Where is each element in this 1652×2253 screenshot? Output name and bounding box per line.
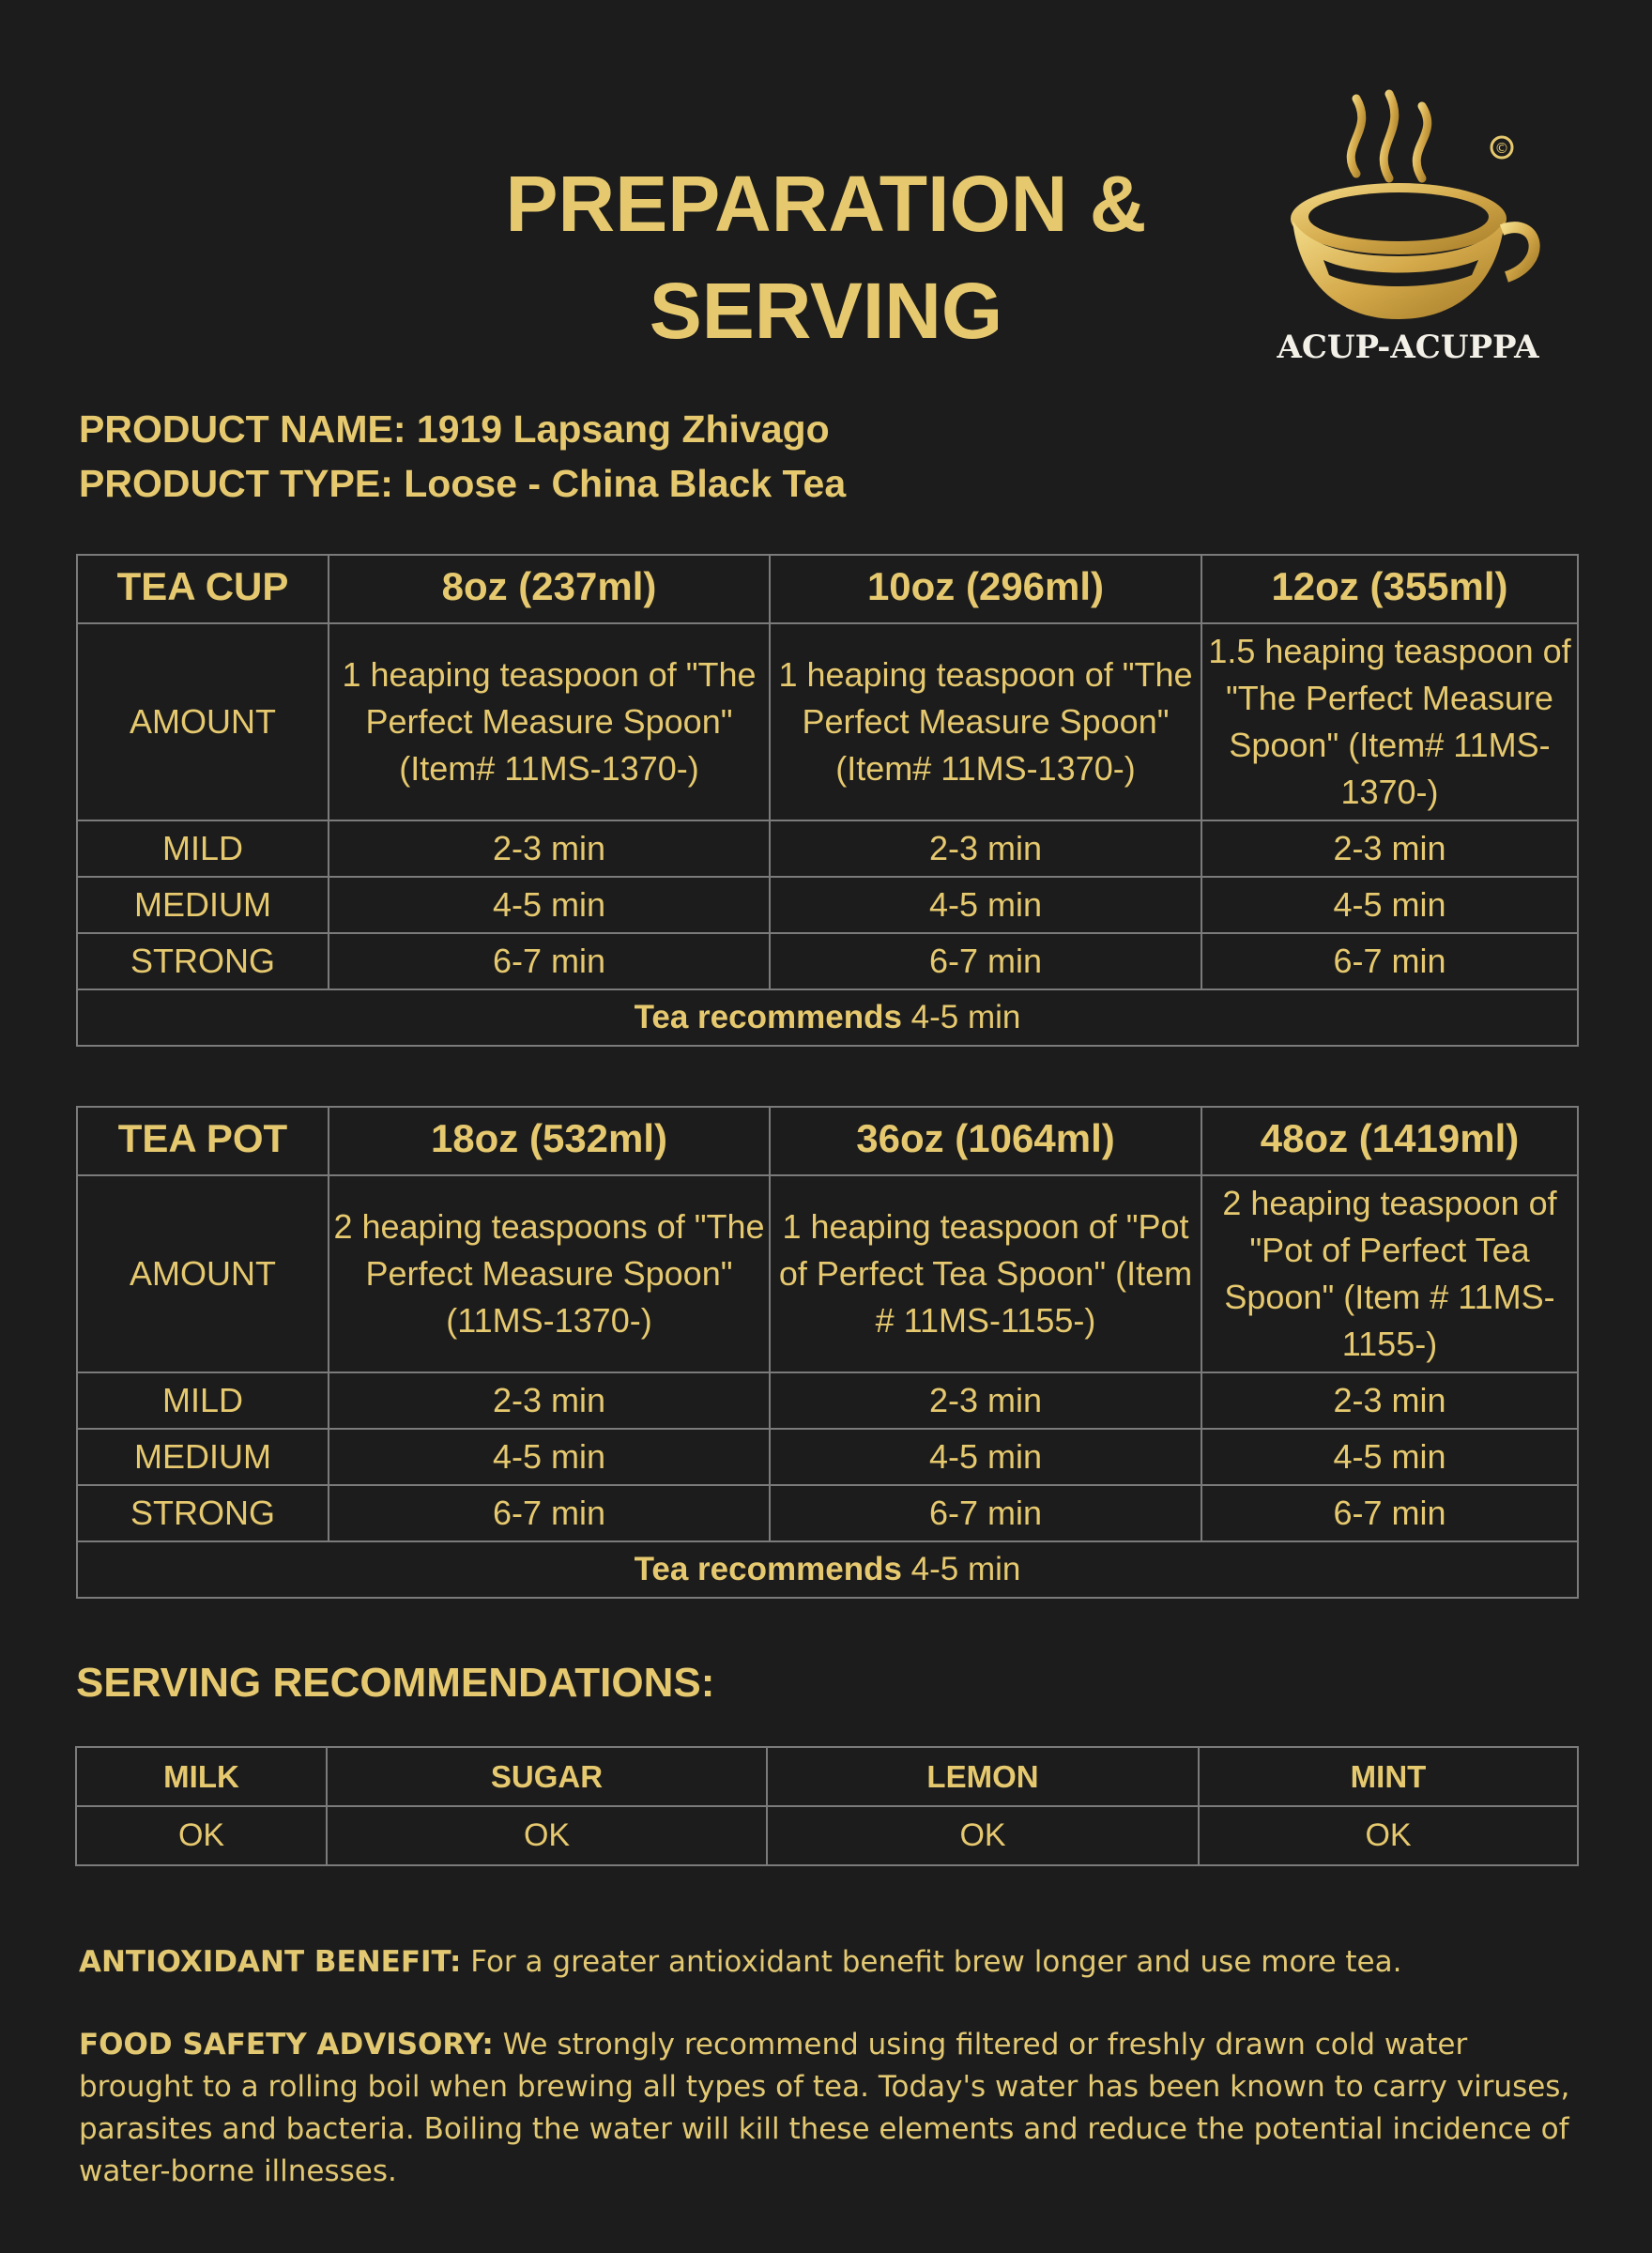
serving-header-mint: MINT xyxy=(1199,1747,1578,1806)
tea-pot-recommend-value: 4-5 min xyxy=(901,1551,1021,1587)
serving-value-row xyxy=(76,1806,1578,1865)
serving-header-lemon: LEMON xyxy=(767,1747,1199,1806)
tea-cup-medium-8oz: 4-5 min xyxy=(329,877,770,933)
tea-pot-mild-36oz: 2-3 min xyxy=(770,1372,1201,1429)
page-title-line2: SERVING xyxy=(649,267,1003,355)
serving-header-row xyxy=(76,1747,1578,1806)
tea-pot-strong-row xyxy=(77,1485,1578,1541)
tea-pot-mild-48oz: 2-3 min xyxy=(1201,1372,1578,1429)
tea-cup-amount-12oz: 1.5 heaping teaspoon of "The Perfect Measure Spoon" (Item# 11MS-1370-) xyxy=(1201,623,1578,820)
page-title-line1: PREPARATION & xyxy=(505,160,1147,248)
product-name-label: PRODUCT NAME: xyxy=(79,407,406,451)
tea-pot-recommend-row xyxy=(77,1541,1578,1598)
antioxidant-label: ANTIOXIDANT BENEFIT: xyxy=(79,1945,462,1979)
product-name-line xyxy=(79,402,846,456)
tea-pot-header-row xyxy=(77,1107,1578,1175)
page-title xyxy=(282,150,1370,364)
tea-cup-size-12oz: 12oz (355ml) xyxy=(1201,555,1578,623)
serving-recommendations-title: SERVING RECOMMENDATIONS: xyxy=(76,1660,715,1706)
tea-pot-recommend-label: Tea recommends xyxy=(634,1551,902,1587)
tea-cup-mild-12oz: 2-3 min xyxy=(1201,820,1578,877)
tea-cup-size-8oz: 8oz (237ml) xyxy=(329,555,770,623)
tea-cup-strong-8oz: 6-7 min xyxy=(329,933,770,989)
tea-pot-strong-18oz: 6-7 min xyxy=(329,1485,770,1541)
tea-pot-medium-48oz: 4-5 min xyxy=(1201,1429,1578,1485)
antioxidant-text: For a greater antioxidant benefit brew longer and use more tea. xyxy=(461,1945,1402,1979)
tea-cup-medium-row xyxy=(77,877,1578,933)
tea-cup-strong-row xyxy=(77,933,1578,989)
tea-cup-amount-row xyxy=(77,623,1578,820)
product-info xyxy=(79,402,846,511)
tea-pot-header-label: TEA POT xyxy=(77,1107,329,1175)
tea-cup-mild-8oz: 2-3 min xyxy=(329,820,770,877)
tea-cup-header-label: TEA CUP xyxy=(77,555,329,623)
serving-header-milk: MILK xyxy=(76,1747,327,1806)
tea-cup-mild-row xyxy=(77,820,1578,877)
tea-cup-header-row xyxy=(77,555,1578,623)
product-type-label: PRODUCT TYPE: xyxy=(79,462,393,505)
tea-pot-amount-18oz: 2 heaping teaspoons of "The Perfect Measure Spoon" (11MS-1370-) xyxy=(329,1175,770,1372)
tea-pot-amount-36oz: 1 heaping teaspoon of "Pot of Perfect Tea Spoon" (Item # 11MS-1155-) xyxy=(770,1175,1201,1372)
food-safety-text: We strongly recommend using filtered or freshly drawn cold water brought to a rolling boil when brewing all types of tea. Today's water has been known to carry viruses, parasites and bacteria. Boiling the water will kill these elements and reduce the potential incidence of water-borne illnesses. xyxy=(79,2028,1570,2188)
row-label-mild: MILD xyxy=(77,820,329,877)
tea-pot-medium-18oz: 4-5 min xyxy=(329,1429,770,1485)
tea-cup-size-10oz: 10oz (296ml) xyxy=(770,555,1201,623)
tea-pot-amount-48oz: 2 heaping teaspoon of "Pot of Perfect Tea Spoon" (Item # 11MS-1155-) xyxy=(1201,1175,1578,1372)
tea-pot-medium-row xyxy=(77,1429,1578,1485)
logo-wordmark: ACUP-ACUPPA xyxy=(1277,329,1539,361)
tea-cup-medium-10oz: 4-5 min xyxy=(770,877,1201,933)
tea-cup-table xyxy=(76,554,1579,1047)
food-safety-label: FOOD SAFETY ADVISORY: xyxy=(79,2028,494,2061)
row-label-amount: AMOUNT xyxy=(77,1175,329,1372)
row-label-medium: MEDIUM xyxy=(77,1429,329,1485)
row-label-strong: STRONG xyxy=(77,1485,329,1541)
tea-cup-recommendation xyxy=(77,989,1578,1046)
row-label-amount: AMOUNT xyxy=(77,623,329,820)
product-type-line xyxy=(79,456,846,511)
serving-value-lemon: OK xyxy=(767,1806,1199,1865)
tea-pot-mild-18oz: 2-3 min xyxy=(329,1372,770,1429)
row-label-strong: STRONG xyxy=(77,933,329,989)
serving-value-mint: OK xyxy=(1199,1806,1578,1865)
tea-cup-recommend-row xyxy=(77,989,1578,1046)
tea-cup-strong-10oz: 6-7 min xyxy=(770,933,1201,989)
product-type-value: Loose - China Black Tea xyxy=(404,462,847,505)
tea-cup-medium-12oz: 4-5 min xyxy=(1201,877,1578,933)
tea-cup-amount-10oz: 1 heaping teaspoon of "The Perfect Measure Spoon" (Item# 11MS-1370-) xyxy=(770,623,1201,820)
tea-cup-logo-icon xyxy=(1267,89,1549,361)
tea-pot-medium-36oz: 4-5 min xyxy=(770,1429,1201,1485)
tea-pot-amount-row xyxy=(77,1175,1578,1372)
tea-pot-size-18oz: 18oz (532ml) xyxy=(329,1107,770,1175)
serving-value-milk: OK xyxy=(76,1806,327,1865)
row-label-mild: MILD xyxy=(77,1372,329,1429)
tea-cup-amount-8oz: 1 heaping teaspoon of "The Perfect Measure Spoon" (Item# 11MS-1370-) xyxy=(329,623,770,820)
antioxidant-benefit-note xyxy=(79,1941,1590,1984)
tea-pot-size-48oz: 48oz (1419ml) xyxy=(1201,1107,1578,1175)
tea-cup-recommend-value: 4-5 min xyxy=(901,999,1021,1035)
row-label-medium: MEDIUM xyxy=(77,877,329,933)
serving-header-sugar: SUGAR xyxy=(327,1747,767,1806)
serving-value-sugar: OK xyxy=(327,1806,767,1865)
food-safety-advisory-note xyxy=(79,2024,1590,2193)
tea-pot-mild-row xyxy=(77,1372,1578,1429)
tea-pot-recommendation xyxy=(77,1541,1578,1598)
product-name-value: 1919 Lapsang Zhivago xyxy=(416,407,830,451)
logo-copyright-mark: © xyxy=(1494,140,1509,157)
tea-pot-size-36oz: 36oz (1064ml) xyxy=(770,1107,1201,1175)
tea-cup-recommend-label: Tea recommends xyxy=(634,999,902,1035)
tea-cup-mild-10oz: 2-3 min xyxy=(770,820,1201,877)
tea-cup-strong-12oz: 6-7 min xyxy=(1201,933,1578,989)
tea-pot-strong-48oz: 6-7 min xyxy=(1201,1485,1578,1541)
tea-pot-strong-36oz: 6-7 min xyxy=(770,1485,1201,1541)
tea-pot-table xyxy=(76,1106,1579,1599)
serving-recommendations-table xyxy=(75,1746,1579,1866)
